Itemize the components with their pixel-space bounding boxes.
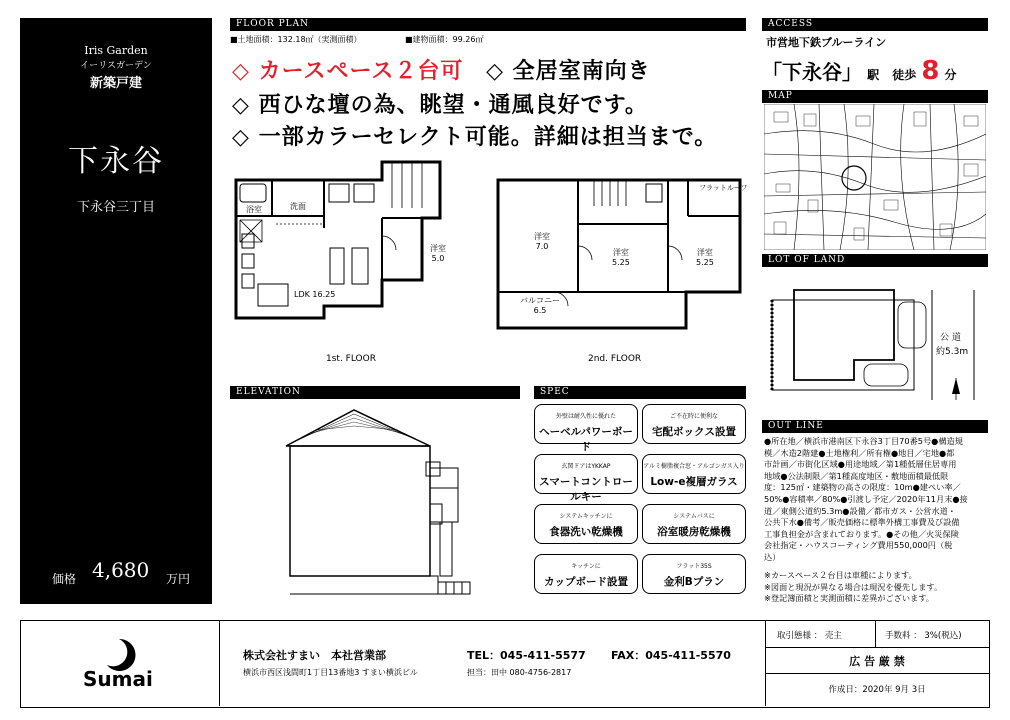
room-western-2f-b [612, 248, 630, 268]
headline-2: ◇ 西ひな壇の為、眺望・通風良好です。 [232, 93, 648, 118]
lot-plan [764, 270, 986, 416]
outline-line: 地域●公法制限／第1種高度地区・敷地面積最低限 [764, 470, 949, 481]
spec-item [534, 454, 638, 503]
access-station-row [762, 56, 957, 86]
outline-line: 度：125㎡・建築物の高さの限度：10m●建ぺい率／ [764, 482, 961, 493]
room-balcony [520, 296, 560, 316]
spec-item [642, 554, 746, 594]
spec-item-caption: ご不在時に便利な [669, 413, 718, 420]
spec-item-title: Low-e複層ガラス [650, 476, 738, 488]
elevation-drawing [280, 404, 480, 600]
lot-header: LOT OF LAND [762, 254, 988, 267]
outline-line: 会社指定・ハウスコーティング費用550,000円（税 [764, 540, 953, 551]
room-flat-roof: フラットルーフ [699, 184, 748, 192]
price-value: 4,680 [92, 558, 150, 582]
access-minutes: 8 [921, 56, 940, 86]
company-address: 横浜市西区浅間町1丁目13番地3 すまい横浜ビル [243, 668, 418, 677]
room-western-2f-b-size: 5.25 [612, 258, 630, 267]
ad-notice: 広 告 厳 禁 [849, 655, 905, 668]
outline-line: 市計画／市街化区域●用途地域／第1種低層住居専用 [764, 459, 957, 470]
spec-item [642, 504, 746, 544]
footer-divider [219, 621, 220, 706]
company-name: 株式会社すまい 本社営業部 [243, 649, 386, 662]
spec-item-title: カップボード設置 [544, 576, 628, 588]
spec-item [534, 554, 638, 594]
spec-item-title: スマートコントロールキー [539, 476, 633, 503]
room-western-1f-size: 5.0 [431, 254, 445, 263]
spec-item-title: へーベルパワーボード [539, 426, 633, 453]
outline-line: 模／木造2階建●土地権利／所有権●地目／宅地●都 [764, 447, 955, 458]
company-tel: TEL：045-411-5577 [467, 649, 586, 662]
outline-notes [764, 570, 990, 605]
outline-line: 50%●容積率／80%●引渡し予定／2020年11月末●接 [764, 493, 968, 504]
room-bath: 浴室 [246, 205, 262, 214]
spec-item [642, 404, 746, 444]
company-fax: FAX：045-411-5570 [611, 649, 731, 662]
outline-header: OUT LINE [762, 420, 988, 433]
spec-item-caption: アルミ樹脂複合窓・アルゴンガス入り [643, 463, 745, 470]
map-header: MAP [762, 90, 988, 103]
access-walk: 徒歩 [892, 68, 917, 82]
lot-road: 公 道 [940, 333, 961, 343]
outline-line: 工事負担金が含まれております。●その他／火災保険 [764, 528, 959, 539]
footer-hline [765, 647, 989, 648]
room-western-2f-c-label: 洋室 [696, 248, 713, 257]
headline-car-space: ◇ カースペース２台可 [232, 59, 464, 84]
fee: 手数料 ： 3%(税込) [885, 631, 962, 641]
area-map [764, 104, 986, 250]
first-floor-plan [232, 158, 472, 328]
spec-item-caption: 玄関ドアはYKKAP [561, 463, 611, 470]
room-western-1f-label: 洋室 [430, 244, 446, 253]
place-name: 下永谷 [68, 144, 164, 179]
spec-item [642, 454, 746, 494]
headline-1 [232, 54, 651, 85]
spec-item-title: 宅配ボックス設置 [652, 426, 736, 438]
second-floor-label: 2nd. FLOOR [588, 354, 642, 364]
spec-header: SPEC [534, 386, 746, 399]
brand-type: 新築戸建 [89, 76, 142, 91]
spec-item [534, 504, 638, 544]
room-wash: 洗面 [290, 202, 306, 211]
transaction-mode: 取引態様 ： 売主 [777, 631, 842, 641]
spec-item-caption: 外壁は耐久性に優れた [555, 413, 616, 420]
logo-text: Sumai [83, 667, 153, 691]
left-panel [20, 18, 212, 604]
footer-hline [765, 673, 989, 674]
price-label: 価格 [52, 572, 77, 586]
room-western-2f-b-label: 洋室 [612, 248, 629, 257]
lot-road-width: 約5.3m [936, 347, 969, 357]
room-balcony-label: バルコニー [520, 296, 560, 305]
access-station-suffix: 駅 [867, 68, 880, 82]
spec-item-title: 食器洗い乾燥機 [549, 526, 623, 538]
building-area: ■建物面積：99.26㎡ [405, 35, 484, 44]
room-western-2f-a [534, 232, 550, 252]
footer-divider [875, 621, 876, 647]
spec-item [534, 404, 638, 453]
room-western-1f [430, 244, 446, 264]
outline-line: ●所在地／横浜市港南区下永谷3丁目70番5号●構造規 [764, 436, 963, 446]
note-line: ※図面と現況が異なる場合は現況を優先します。 [764, 581, 943, 592]
access-line: 市営地下鉄ブルーライン [766, 36, 887, 49]
outline-text [764, 436, 990, 564]
company-contact: 担当：田中 080-4756-2817 [467, 668, 572, 677]
elevation-header: ELEVATION [230, 386, 520, 399]
spec-item-caption: システムバスに [673, 513, 715, 520]
room-balcony-size: 6.5 [533, 306, 547, 315]
spec-item-caption: キッチンに [571, 563, 601, 570]
note-line: ※登記簿面積と実測面積に差異がございます。 [764, 593, 934, 604]
room-western-2f-c [696, 248, 714, 268]
outline-line: 込） [764, 551, 781, 562]
headline-3: ◇ 一部カラーセレクト可能。詳細は担当まで。 [232, 125, 718, 150]
access-station: 「下永谷」 [762, 60, 862, 84]
land-area: ■土地面積：132.18㎡（実測面積） [230, 35, 362, 44]
created-date: 作成日：2020年 9月 3日 [828, 685, 926, 695]
room-western-2f-a-label: 洋室 [534, 232, 550, 241]
access-header: ACCESS [762, 18, 988, 31]
spec-item-title: 金利Bプラン [663, 576, 725, 588]
room-ldk: LDK 16.25 [294, 290, 336, 299]
footer [20, 620, 990, 708]
address-short: 下永谷三丁目 [76, 200, 155, 215]
outline-line: 公共下水●備考／販売価格に標準外構工事費及び設備 [764, 517, 960, 528]
outline-line: 道／東側公道約5.3m●設備／都市ガス・公営水道・ [764, 505, 956, 516]
brand-name-en: Iris Garden [84, 44, 148, 57]
spec-item-title: 浴室暖房乾燥機 [657, 526, 731, 538]
spec-item-caption: フラット35S [676, 563, 712, 570]
price-unit: 万円 [166, 572, 191, 586]
room-western-2f-a-size: 7.0 [535, 242, 549, 251]
floor-plan-header: FLOOR PLAN [230, 18, 746, 31]
first-floor-label: 1st. FLOOR [326, 354, 376, 364]
brand-name-kana: イーリスガーデン [80, 61, 152, 71]
access-minutes-unit: 分 [944, 68, 957, 82]
note-line: ※カースペース２台目は車種によります。 [764, 570, 917, 580]
room-western-2f-c-size: 5.25 [696, 258, 714, 267]
headline-south: ◇ 全居室南向き [486, 59, 651, 84]
spec-item-caption: システムキッチンに [559, 513, 613, 520]
